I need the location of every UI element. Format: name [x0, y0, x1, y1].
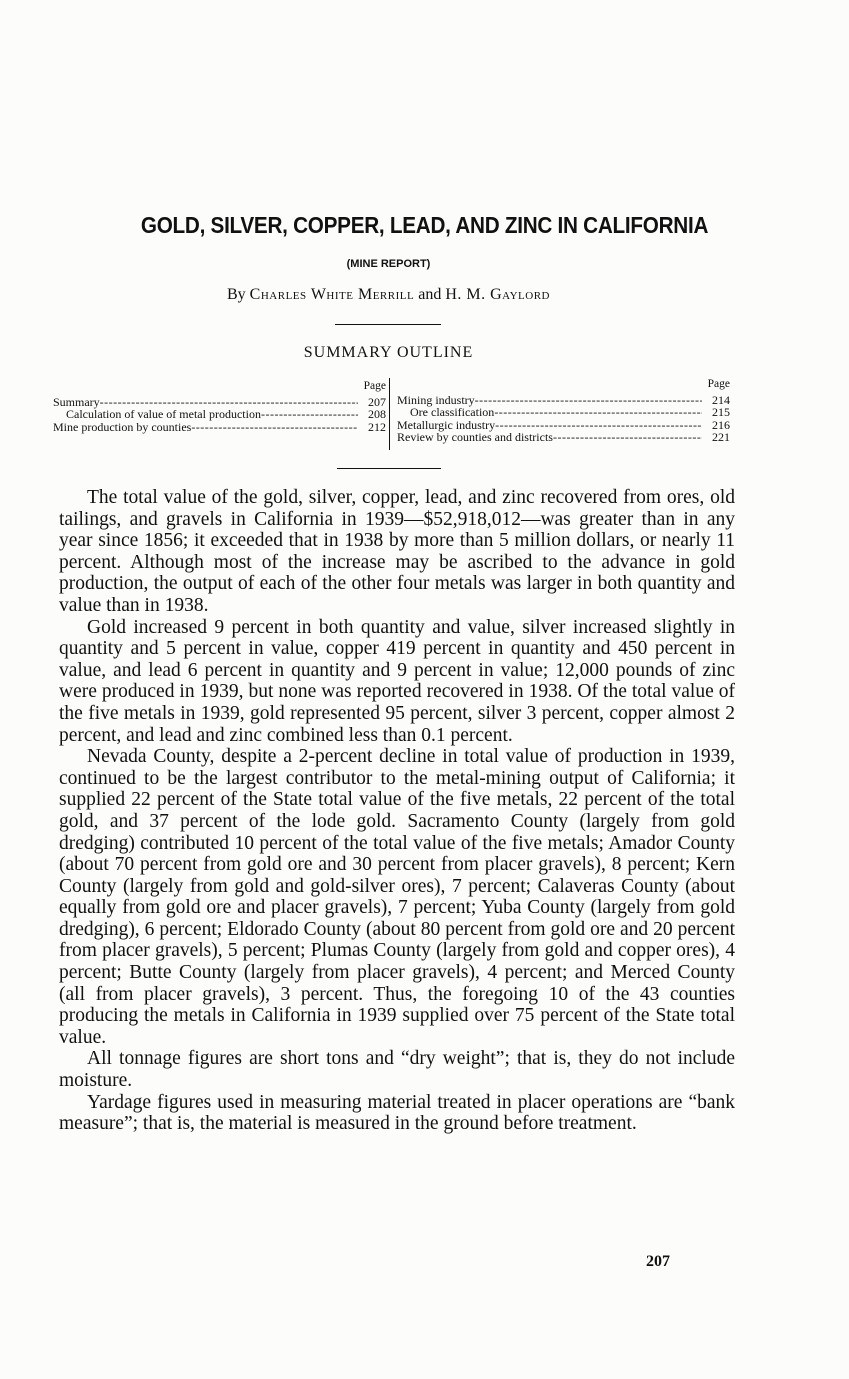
toc-entry-page: 208 [368, 407, 386, 421]
author-2: H. M. Gaylord [445, 286, 550, 303]
toc-entry-label: Metallurgic industry [397, 417, 496, 432]
leader-dots [494, 406, 702, 419]
leader-dots [553, 431, 702, 444]
toc-left-column [53, 380, 386, 433]
toc-divider [389, 378, 390, 450]
toc-page-label: Page [707, 378, 730, 390]
toc-entry-page: 216 [712, 417, 730, 432]
toc-entry [397, 406, 730, 419]
byline [0, 286, 777, 304]
leader-dots [261, 408, 358, 421]
outline-heading: SUMMARY OUTLINE [303, 344, 474, 361]
toc-entry-page: 212 [368, 419, 386, 434]
body-text [59, 487, 735, 1135]
author-1: Charles White Merrill [249, 286, 415, 303]
toc-entry-label: Ore classification [410, 405, 495, 419]
bottom-rule [337, 468, 441, 469]
toc-entry-label: Review by counties and districts [397, 430, 553, 444]
toc-entry [397, 431, 730, 444]
toc-entry [53, 408, 386, 421]
toc-entry-label: Mine production by counties [53, 419, 192, 434]
toc-entry-label: Summary [53, 394, 100, 409]
report-title: GOLD, SILVER, COPPER, LEAD, AND ZINC IN CALIFORNIA [140, 212, 709, 238]
byline-and: and [418, 286, 442, 303]
leader-dots [475, 394, 702, 407]
paragraph: The total value of the gold, silver, copper, lead, and zinc recovered from ores, old tailings, and gravels in California in 1939—$52,918,012—was greater than in any year since 1856; it exceeded that in 1938 by more than 5 million dollars, or nearly 11 percent. Although most of the increase may be ascribed to the advance in gold production, the output of each of the other four metals was larger in both quantity and value than in 1938. [59, 487, 735, 616]
toc-entry-label: Mining industry [397, 392, 475, 407]
top-rule [335, 324, 441, 325]
toc-entry-label: Calculation of value of metal production [66, 407, 261, 421]
toc-entry-page: 214 [712, 392, 730, 407]
report-subtitle: (MINE REPORT) [346, 258, 431, 270]
byline-prefix: By [227, 286, 246, 303]
paragraph: Nevada County, despite a 2-percent decline in total value of production in 1939, continued to be the largest contributor to the metal-mining output of California; it supplied 22 percent of the State total value of the five metals, 22 percent of the total gold, and 37 percent of the lode gold. Sacramento County (largely from gold dredging) contributed 10 percent of the total value of the five metals; Amador County (about 70 percent from gold ore and 30 percent from placer gravels), 8 percent; Kern County (largely from gold and gold-silver ores), 7 percent; Calaveras County (about equally from gold ore and placer gravels), 7 percent; Yuba County (largely from gold dredging), 6 percent; Eldorado County (about 80 percent from gold ore and 20 percent from placer gravels), 5 percent; Plumas County (largely from gold and copper ores), 4 percent; Butte County (largely from placer gravels), 4 percent; and Merced County (all from placer gravels), 3 percent. Thus, the foregoing 10 of the 43 counties producing the metals in California in 1939 supplied over 75 percent of the State total value. [59, 746, 735, 1048]
leader-dots [191, 421, 358, 434]
toc-entry-page: 215 [712, 405, 730, 419]
paragraph: Gold increased 9 percent in both quantity and value, silver increased slightly in quantity and 5 percent in value, copper 419 percent in quantity and 450 percent in value, and lead 6 percent in quantity and 9 percent in value; 12,000 pounds of zinc were produced in 1939, but none was reported recovered in 1938. Of the total value of the five metals in 1939, gold represented 95 percent, silver 3 percent, copper almost 2 percent, and lead and zinc combined less than 0.1 percent. [59, 616, 735, 746]
toc-entry-page: 221 [712, 430, 730, 444]
paragraph: Yardage figures used in measuring material treated in placer operations are “bank measure”; that is, the material is measured in the ground before treatment. [59, 1091, 735, 1135]
page-number: 207 [646, 1253, 670, 1270]
toc-entry [53, 421, 386, 434]
paragraph: All tonnage figures are short tons and “dry weight”; that is, they do not include moisture. [59, 1048, 735, 1092]
toc-page-label: Page [363, 380, 386, 392]
toc-right-column [397, 378, 730, 444]
toc-entry-page: 207 [368, 394, 386, 409]
